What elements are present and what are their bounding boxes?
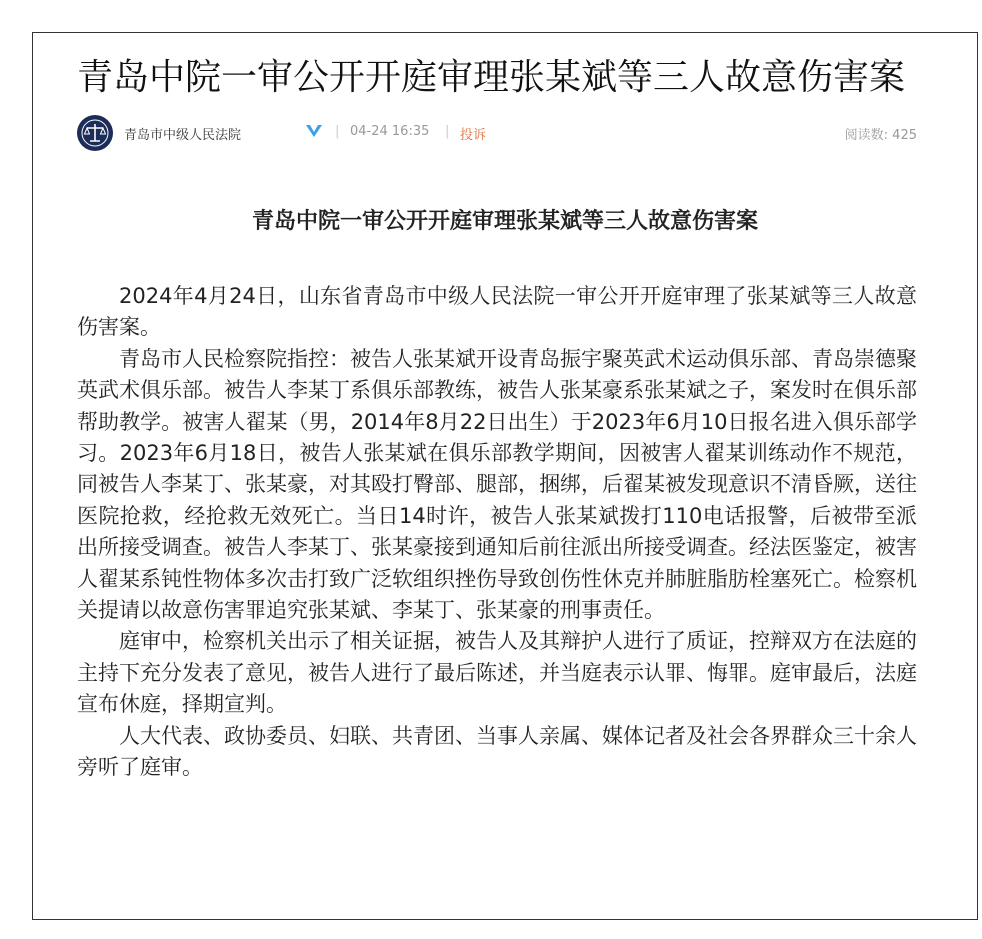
- read-count: [845, 124, 917, 143]
- article-meta: [77, 113, 917, 153]
- article-frame: [32, 32, 978, 920]
- article-body: [77, 281, 917, 784]
- article-subheading: 青岛中院一审公开开庭审理张某斌等三人故意伤害案: [251, 209, 758, 234]
- author-name[interactable]: 青岛市中级人民法院: [124, 128, 242, 143]
- article-paragraph: 2024年4月24日，山东省青岛市中级人民法院一审公开开庭审理了张某斌等三人故意伤害案。: [77, 284, 917, 340]
- meta-separator: |: [445, 124, 450, 139]
- verified-v-icon: [305, 123, 323, 139]
- author-avatar[interactable]: [77, 115, 113, 151]
- meta-separator: |: [335, 124, 340, 139]
- article-paragraph: 青岛市人民检察院指控：被告人张某斌开设青岛振宇聚英武术运动俱乐部、青岛崇德聚英武术俱乐部。被告人李某丁系俱乐部教练，被告人张某豪系张某斌之子，案发时在俱乐部帮助教学。被害人翟某（男，2014年8月22日出生）于2023年6月10日报名进入俱乐部学习。2023年6月18日，被告人张某斌在俱乐部教学期间，因被害人翟某训练动作不规范，同被告人李某丁、张某豪，对其殴打臀部、腿部，捆绑，后翟某被发现意识不清昏厥，送往医院抢救，经抢救无效死亡。当日14时许，被告人张某斌拨打110电话报警，后被带至派出所接受调查。被告人李某丁、张某豪接到通知后前往派出所接受调查。经法医鉴定，被害人翟某系钝性物体多次击打致广泛软组织挫伤导致创伤性休克并肺脏脂肪栓塞死亡。检察机关提请以故意伤害罪追究张某斌、李某丁、张某豪的刑事责任。: [77, 346, 917, 623]
- read-count-value: 425: [892, 128, 917, 143]
- read-count-label: 阅读数:: [844, 128, 889, 143]
- publish-time: 04-24 16:35: [350, 124, 430, 139]
- article-title: 青岛中院一审公开开庭审理张某斌等三人故意伤害案: [77, 57, 906, 98]
- report-link[interactable]: 投诉: [460, 128, 487, 143]
- article-paragraph: 庭审中，检察机关出示了相关证据，被告人及其辩护人进行了质证，控辩双方在法庭的主持下充分发表了意见，被告人进行了最后陈述，并当庭表示认罪、悔罪。庭审最后，法庭宣布休庭，择期宣判。: [77, 629, 917, 717]
- article-paragraph: 人大代表、政协委员、妇联、共青团、当事人亲属、媒体记者及社会各界群众三十余人旁听了庭审。: [77, 723, 917, 780]
- court-emblem-icon: [77, 115, 113, 151]
